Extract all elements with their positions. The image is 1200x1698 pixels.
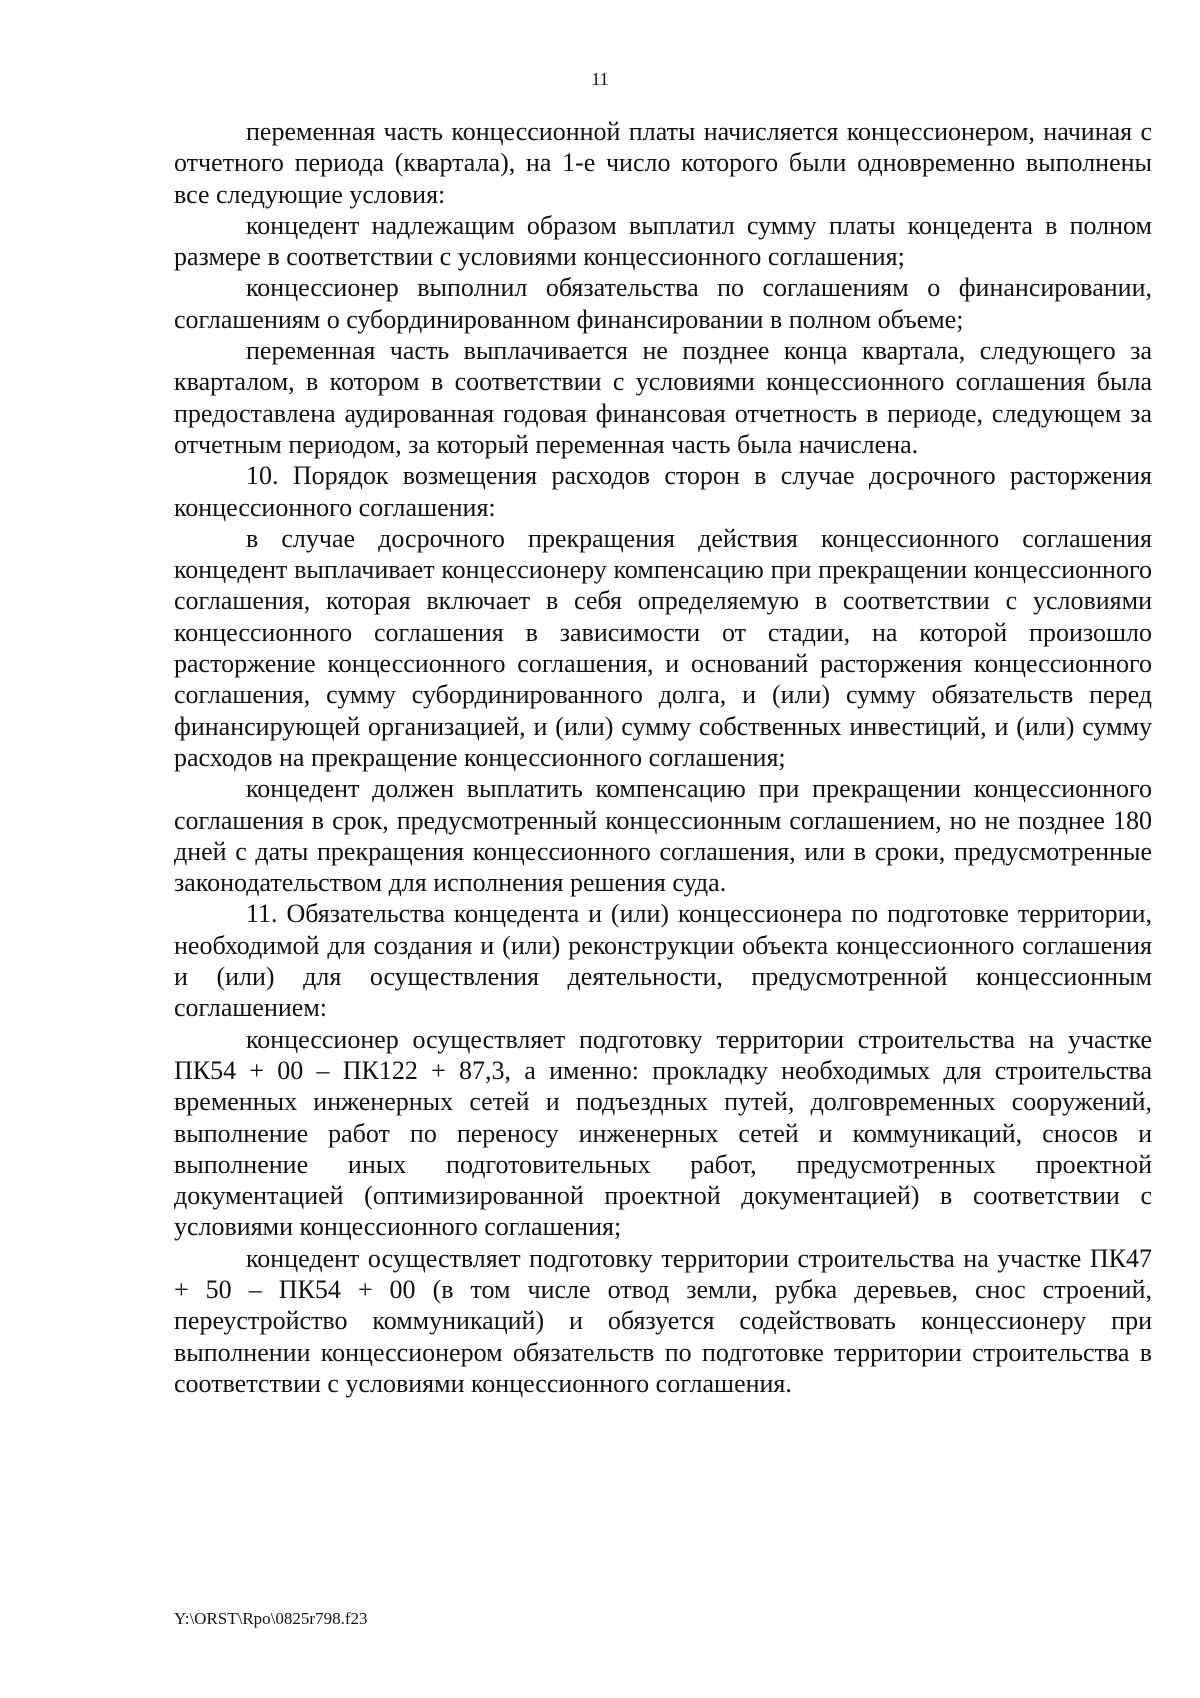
page-number: 11 [591,69,609,89]
paragraph: концедент осуществляет подготовку территории строительства на участке ПК47 + 50 – ПК54 + 00 (в том числе отвод земли, рубка деревьев, снос строений, переустройство коммуникаций) и обязуется содействовать концессионеру при выполнении концессионером обязательств по подготовке территории строительства в соответствии с условиями концессионного соглашения. [174,1243,1152,1398]
paragraph: концессионер осуществляет подготовку территории строительства на участке ПК54 + 00 – ПК122 + 87,3, а именно: прокладку необходимых для строительства временных инженерных сетей и подъездных путей, долговременных сооружений, выполнение работ по переносу инженерных сетей и коммуникаций, сносов и выполнение иных подготовительных работ, предусмотренных проектной документацией (оптимизированной проектной документацией) в соответствии с условиями концессионного соглашения; [174,1024,1152,1242]
body-text [174,116,1152,1399]
paragraph: концессионер выполнил обязательства по соглашениям о финансировании, соглашениям о субординированном финансировании в полном объеме; [174,273,1152,334]
paragraph: переменная часть выплачивается не позднее конца квартала, следующего за кварталом, в котором в соответствии с условиями концессионного соглашения была предоставлена аудированная годовая финансовая отчетность в периоде, следующем за отчетным периодом, за который переменная часть была начислена. [174,336,1152,459]
paragraph: концедент должен выплатить компенсацию при прекращении концессионного соглашения в срок, предусмотренный концессионным соглашением, но не позднее 180 дней с даты прекращения концессионного соглашения, или в сроки, предусмотренные законодательством для исполнения решения суда. [174,774,1152,898]
footer-file-path: Y:\ORST\Rpo\0825r798.f23 [174,1609,368,1628]
paragraph: в случае досрочного прекращения действия концессионного соглашения концедент выплачивает концессионеру компенсацию при прекращении концессионного соглашения, которая включает в себя определяемую в соответствии с условиями концессионного соглашения в зависимости от стадии, на которой произошло расторжение концессионного соглашения, и оснований расторжения концессионного соглашения, сумму субординированного долга, и (или) сумму обязательств перед финансирующей организацией, и (или) сумму собственных инвестиций, и (или) сумму расходов на прекращение концессионного соглашения; [174,523,1152,772]
paragraph: переменная часть концессионной платы начисляется концессионером, начиная с отчетного периода (квартала), на 1-е число которого были одновременно выполнены все следующие условия: [174,117,1152,209]
section-heading-10: 10. Порядок возмещения расходов сторон в случае досрочного расторжения концессионного соглашения: [174,461,1152,522]
paragraph: концедент надлежащим образом выплатил сумму платы концедента в полном размере в соответствии с условиями концессионного соглашения; [174,210,1152,272]
section-heading-11: 11. Обязательства концедента и (или) концессионера по подготовке территории, необходимой для создания и (или) реконструкции объекта концессионного соглашения и (или) для осуществления деятельности, предусмотренной концессионным соглашением: [174,899,1152,1023]
